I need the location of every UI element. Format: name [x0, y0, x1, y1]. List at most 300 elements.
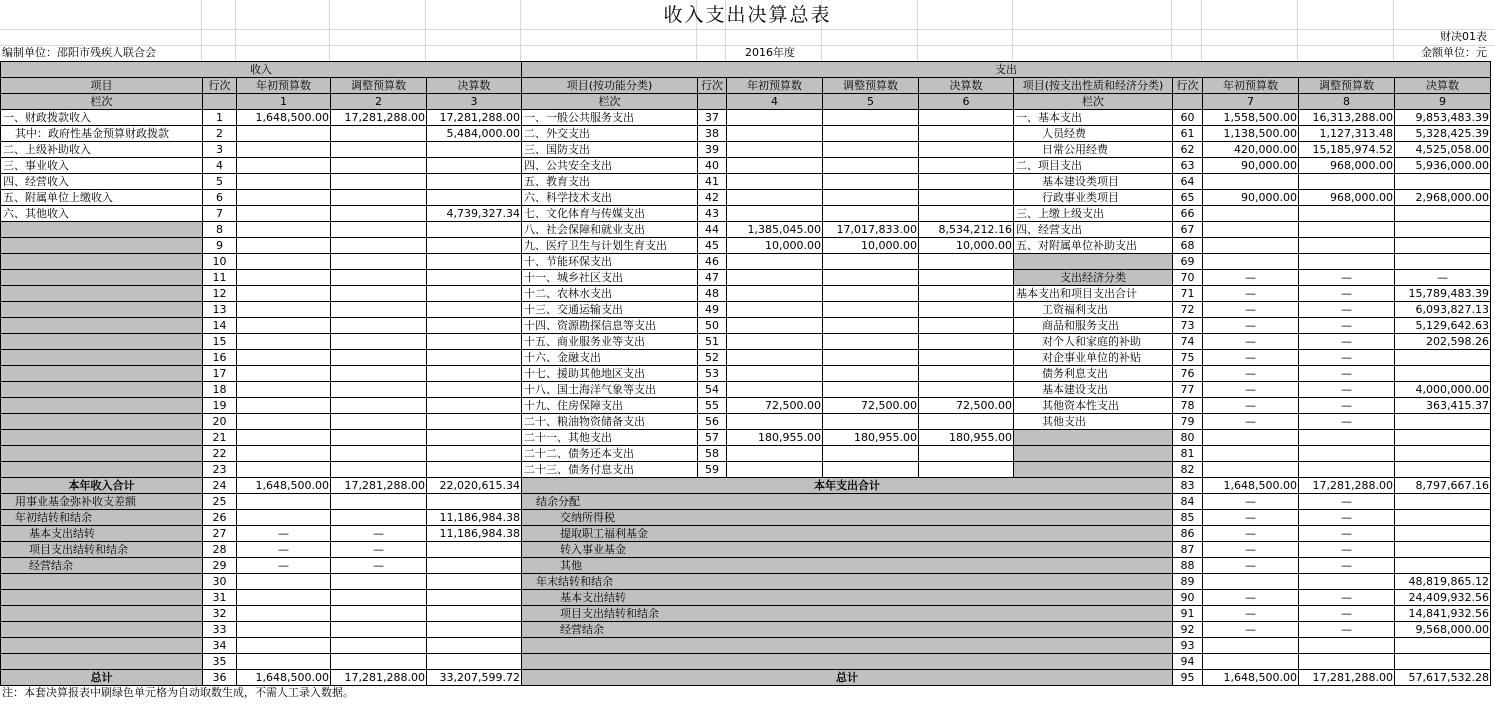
final-amount-cell [427, 302, 522, 318]
adjusted-budget-cell: 17,281,288.00 [1299, 478, 1395, 494]
initial-budget-cell: 10,000.00 [727, 238, 823, 254]
income-item: 二、上级补助收入 [1, 142, 203, 158]
table-row [1, 126, 1491, 142]
col-adjusted: 调整预算数 [331, 78, 427, 94]
row-number: 28 [203, 542, 237, 558]
balance-item: 提取职工福利基金 [522, 526, 1173, 542]
initial-budget-cell [237, 622, 331, 638]
row-number: 58 [698, 446, 727, 462]
final-amount-cell: 180,955.00 [919, 430, 1014, 446]
table-body [1, 62, 1491, 686]
grand-total-row [1, 670, 1491, 686]
final-amount-cell [919, 462, 1014, 478]
adjusted-budget-cell [331, 366, 427, 382]
income-item: 用事业基金弥补收支差额 [1, 494, 203, 510]
final-amount-cell [427, 606, 522, 622]
adjusted-budget-cell: — [331, 542, 427, 558]
table-row [1, 462, 1491, 478]
expense-func-item: 十二、农林水支出 [522, 286, 698, 302]
adjusted-budget-cell: 72,500.00 [823, 398, 919, 414]
col-final: 决算数 [1395, 78, 1491, 94]
col-rownum: 行次 [203, 78, 237, 94]
final-amount-cell: 57,617,532.28 [1395, 670, 1491, 686]
balance-item: 交纳所得税 [522, 510, 1173, 526]
balance-item [522, 654, 1173, 670]
initial-budget-cell [237, 446, 331, 462]
final-amount-cell [919, 334, 1014, 350]
expense-func-item: 五、教育支出 [522, 174, 698, 190]
row-number: 75 [1173, 350, 1203, 366]
table-row [1, 222, 1491, 238]
income-item: 年初结转和结余 [1, 510, 203, 526]
final-amount-cell [919, 286, 1014, 302]
final-amount-cell [919, 254, 1014, 270]
adjusted-budget-cell: — [331, 526, 427, 542]
row-number: 46 [698, 254, 727, 270]
expense-econ-item: 人员经费 [1014, 126, 1173, 142]
initial-budget-cell [727, 286, 823, 302]
initial-budget-cell: — [1203, 542, 1299, 558]
final-amount-cell [1395, 414, 1491, 430]
lanci-7: 7 [1203, 94, 1299, 110]
initial-budget-cell: 1,558,500.00 [1203, 110, 1299, 126]
adjusted-budget-cell [1299, 174, 1395, 190]
row-number: 15 [203, 334, 237, 350]
final-amount-cell [427, 350, 522, 366]
income-section-header: 收入 [1, 62, 522, 78]
col-adjusted: 调整预算数 [823, 78, 919, 94]
final-amount-cell [1395, 526, 1491, 542]
final-amount-cell: 4,000,000.00 [1395, 382, 1491, 398]
initial-budget-cell [237, 398, 331, 414]
lanci-5: 5 [823, 94, 919, 110]
initial-budget-cell: 1,385,045.00 [727, 222, 823, 238]
row-number: 49 [698, 302, 727, 318]
adjusted-budget-cell [823, 126, 919, 142]
row-number: 79 [1173, 414, 1203, 430]
row-number: 22 [203, 446, 237, 462]
adjusted-budget-cell [1299, 254, 1395, 270]
adjusted-budget-cell: — [1299, 526, 1395, 542]
expense-func-item: 三、国防支出 [522, 142, 698, 158]
currency-unit: 金额单位：元 [1421, 46, 1487, 59]
final-amount-cell [427, 638, 522, 654]
income-item [1, 270, 203, 286]
adjusted-budget-cell [823, 350, 919, 366]
row-number: 72 [1173, 302, 1203, 318]
initial-budget-cell [1203, 638, 1299, 654]
income-item: 五、附属单位上缴收入 [1, 190, 203, 206]
table-row [1, 350, 1491, 366]
final-amount-cell [427, 334, 522, 350]
final-amount-cell: 14,841,932.56 [1395, 606, 1491, 622]
expense-econ-item: 四、经营支出 [1014, 222, 1173, 238]
final-amount-cell: 5,936,000.00 [1395, 158, 1491, 174]
row-number: 52 [698, 350, 727, 366]
adjusted-budget-cell [331, 126, 427, 142]
initial-budget-cell [237, 238, 331, 254]
table-row [1, 542, 1491, 558]
income-item: 项目支出结转和结余 [1, 542, 203, 558]
row-number: 84 [1173, 494, 1203, 510]
final-amount-cell [919, 382, 1014, 398]
table-row [1, 206, 1491, 222]
row-number: 37 [698, 110, 727, 126]
initial-budget-cell: — [237, 542, 331, 558]
final-amount-cell [427, 590, 522, 606]
adjusted-budget-cell [331, 174, 427, 190]
row-number: 38 [698, 126, 727, 142]
col-final: 决算数 [919, 78, 1014, 94]
row-number: 20 [203, 414, 237, 430]
final-amount-cell [427, 142, 522, 158]
income-item [1, 286, 203, 302]
final-amount-cell [427, 542, 522, 558]
row-number: 12 [203, 286, 237, 302]
final-amount-cell [427, 222, 522, 238]
row-number: 82 [1173, 462, 1203, 478]
adjusted-budget-cell [331, 142, 427, 158]
year-total-row [1, 478, 1491, 494]
adjusted-budget-cell: 10,000.00 [823, 238, 919, 254]
adjusted-budget-cell [1299, 574, 1395, 590]
adjusted-budget-cell: — [1299, 382, 1395, 398]
expense-econ-item [1014, 430, 1173, 446]
adjusted-budget-cell [823, 302, 919, 318]
row-number: 3 [203, 142, 237, 158]
adjusted-budget-cell [331, 590, 427, 606]
income-item: 六、其他收入 [1, 206, 203, 222]
initial-budget-cell [1203, 654, 1299, 670]
initial-budget-cell: 90,000.00 [1203, 158, 1299, 174]
income-item [1, 574, 203, 590]
table-row [1, 414, 1491, 430]
final-amount-cell: 15,789,483.39 [1395, 286, 1491, 302]
initial-budget-cell [727, 414, 823, 430]
final-amount-cell [427, 254, 522, 270]
expense-func-item: 十、节能环保支出 [522, 254, 698, 270]
row-number: 55 [698, 398, 727, 414]
table-row [1, 366, 1491, 382]
final-amount-cell [919, 270, 1014, 286]
initial-budget-cell [237, 654, 331, 670]
adjusted-budget-cell [331, 270, 427, 286]
initial-budget-cell: — [1203, 286, 1299, 302]
final-amount-cell: 9,853,483.39 [1395, 110, 1491, 126]
income-item [1, 414, 203, 430]
final-amount-cell [427, 446, 522, 462]
row-number: 88 [1173, 558, 1203, 574]
col-initial: 年初预算数 [237, 78, 331, 94]
initial-budget-cell [727, 270, 823, 286]
adjusted-budget-cell [1299, 462, 1395, 478]
final-amount-cell: 4,525,058.00 [1395, 142, 1491, 158]
adjusted-budget-cell [331, 654, 427, 670]
balance-item: 经营结余 [522, 622, 1173, 638]
adjusted-budget-cell [331, 446, 427, 462]
row-number: 7 [203, 206, 237, 222]
final-amount-cell [427, 286, 522, 302]
initial-budget-cell [727, 190, 823, 206]
adjusted-budget-cell [331, 158, 427, 174]
col-item-func: 项目(按功能分类) [522, 78, 698, 94]
expense-econ-item: 基本支出和项目支出合计 [1014, 286, 1173, 302]
col-initial: 年初预算数 [727, 78, 823, 94]
initial-budget-cell [1203, 206, 1299, 222]
initial-budget-cell [727, 206, 823, 222]
adjusted-budget-cell: — [1299, 606, 1395, 622]
adjusted-budget-cell: — [1299, 414, 1395, 430]
expense-func-item: 十七、援助其他地区支出 [522, 366, 698, 382]
row-number: 81 [1173, 446, 1203, 462]
final-amount-cell [919, 110, 1014, 126]
table-row [1, 174, 1491, 190]
adjusted-budget-cell [331, 462, 427, 478]
final-amount-cell [427, 574, 522, 590]
row-number: 35 [203, 654, 237, 670]
row-number: 62 [1173, 142, 1203, 158]
final-amount-cell: 33,207,599.72 [427, 670, 522, 686]
table-row [1, 382, 1491, 398]
initial-budget-cell [727, 126, 823, 142]
adjusted-budget-cell [331, 622, 427, 638]
row-number: 77 [1173, 382, 1203, 398]
adjusted-budget-cell [823, 206, 919, 222]
final-amount-cell: 72,500.00 [919, 398, 1014, 414]
adjusted-budget-cell: 180,955.00 [823, 430, 919, 446]
initial-budget-cell [237, 190, 331, 206]
final-amount-cell [1395, 654, 1491, 670]
col-rownum: 行次 [1173, 78, 1203, 94]
initial-budget-cell [237, 638, 331, 654]
final-amount-cell [1395, 174, 1491, 190]
final-amount-cell [1395, 510, 1491, 526]
lanci-blank [203, 94, 237, 110]
initial-budget-cell [237, 270, 331, 286]
row-number: 69 [1173, 254, 1203, 270]
income-item [1, 334, 203, 350]
initial-budget-cell [237, 350, 331, 366]
income-total-label: 本年收入合计 [1, 478, 203, 494]
adjusted-budget-cell [823, 366, 919, 382]
adjusted-budget-cell: 968,000.00 [1299, 158, 1395, 174]
adjusted-budget-cell: 17,281,288.00 [331, 670, 427, 686]
final-amount-cell: 8,534,212.16 [919, 222, 1014, 238]
row-number: 16 [203, 350, 237, 366]
lanci-3: 3 [427, 94, 522, 110]
expense-econ-item: 五、对附属单位补助支出 [1014, 238, 1173, 254]
row-number: 34 [203, 638, 237, 654]
initial-budget-cell [727, 334, 823, 350]
initial-budget-cell: — [1203, 494, 1299, 510]
table-row [1, 110, 1491, 126]
final-amount-cell [919, 142, 1014, 158]
income-item: 一、财政拨款收入 [1, 110, 203, 126]
adjusted-budget-cell [331, 638, 427, 654]
final-amount-cell [1395, 446, 1491, 462]
row-number: 19 [203, 398, 237, 414]
initial-budget-cell: — [1203, 606, 1299, 622]
lanci-label: 栏次 [1014, 94, 1173, 110]
expense-total-label: 总计 [522, 670, 1173, 686]
table-row [1, 238, 1491, 254]
table-row [1, 526, 1491, 542]
initial-budget-cell [727, 174, 823, 190]
income-item [1, 462, 203, 478]
balance-item: 转入事业基金 [522, 542, 1173, 558]
final-amount-cell [1395, 366, 1491, 382]
initial-budget-cell: — [1203, 382, 1299, 398]
adjusted-budget-cell: — [1299, 286, 1395, 302]
initial-budget-cell [237, 222, 331, 238]
balance-item: 结余分配 [522, 494, 1173, 510]
adjusted-budget-cell [823, 414, 919, 430]
initial-budget-cell: 1,648,500.00 [237, 670, 331, 686]
initial-budget-cell: — [1203, 366, 1299, 382]
lanci-blank [1173, 94, 1203, 110]
row-number: 60 [1173, 110, 1203, 126]
expense-func-item: 二十一、其他支出 [522, 430, 698, 446]
balance-item: 年末结转和结余 [522, 574, 1173, 590]
row-number: 90 [1173, 590, 1203, 606]
row-number: 94 [1173, 654, 1203, 670]
header-row-lanci [1, 94, 1491, 110]
income-item: 三、事业收入 [1, 158, 203, 174]
adjusted-budget-cell: — [1299, 318, 1395, 334]
row-number: 43 [698, 206, 727, 222]
lanci-6: 6 [919, 94, 1014, 110]
row-number: 65 [1173, 190, 1203, 206]
adjusted-budget-cell [823, 334, 919, 350]
initial-budget-cell: — [1203, 558, 1299, 574]
expense-func-item: 八、社会保障和就业支出 [522, 222, 698, 238]
adjusted-budget-cell [331, 190, 427, 206]
expense-func-item: 十五、商业服务业等支出 [522, 334, 698, 350]
initial-budget-cell [237, 174, 331, 190]
final-amount-cell [427, 270, 522, 286]
initial-budget-cell [237, 286, 331, 302]
initial-budget-cell: — [1203, 510, 1299, 526]
initial-budget-cell [237, 574, 331, 590]
adjusted-budget-cell [331, 350, 427, 366]
final-amount-cell: 9,568,000.00 [1395, 622, 1491, 638]
row-number: 71 [1173, 286, 1203, 302]
col-item-econ: 项目(按支出性质和经济分类) [1014, 78, 1173, 94]
initial-budget-cell [237, 430, 331, 446]
expense-econ-item: 对企事业单位的补贴 [1014, 350, 1173, 366]
final-amount-cell: 10,000.00 [919, 238, 1014, 254]
row-number: 85 [1173, 510, 1203, 526]
adjusted-budget-cell: — [1299, 366, 1395, 382]
expense-func-item: 十一、城乡社区支出 [522, 270, 698, 286]
final-amount-cell [919, 318, 1014, 334]
adjusted-budget-cell [823, 158, 919, 174]
expense-func-item: 二十三、债务付息支出 [522, 462, 698, 478]
expense-econ-item: 其他支出 [1014, 414, 1173, 430]
final-amount-cell [1395, 462, 1491, 478]
expense-func-item: 四、公共安全支出 [522, 158, 698, 174]
final-amount-cell [919, 158, 1014, 174]
final-amount-cell: 2,968,000.00 [1395, 190, 1491, 206]
row-number: 18 [203, 382, 237, 398]
adjusted-budget-cell: — [1299, 558, 1395, 574]
initial-budget-cell [237, 318, 331, 334]
table-row [1, 654, 1491, 670]
adjusted-budget-cell [823, 382, 919, 398]
adjusted-budget-cell [1299, 654, 1395, 670]
initial-budget-cell: — [1203, 590, 1299, 606]
adjusted-budget-cell: — [1299, 350, 1395, 366]
income-item [1, 238, 203, 254]
income-item: 四、经营收入 [1, 174, 203, 190]
row-number: 40 [698, 158, 727, 174]
final-amount-cell: 202,598.26 [1395, 334, 1491, 350]
header-row-section [1, 62, 1491, 78]
expense-func-item: 十八、国土海洋气象等支出 [522, 382, 698, 398]
final-amount-cell [427, 414, 522, 430]
adjusted-budget-cell: 1,127,313.48 [1299, 126, 1395, 142]
final-amount-cell [427, 318, 522, 334]
initial-budget-cell: — [1203, 414, 1299, 430]
row-number: 24 [203, 478, 237, 494]
adjusted-budget-cell: 17,281,288.00 [1299, 670, 1395, 686]
initial-budget-cell: 90,000.00 [1203, 190, 1299, 206]
final-amount-cell [1395, 430, 1491, 446]
initial-budget-cell [1203, 238, 1299, 254]
row-number: 17 [203, 366, 237, 382]
adjusted-budget-cell: — [1299, 494, 1395, 510]
adjusted-budget-cell [331, 494, 427, 510]
initial-budget-cell [237, 382, 331, 398]
col-adjusted: 调整预算数 [1299, 78, 1395, 94]
initial-budget-cell [237, 590, 331, 606]
final-amount-cell [919, 446, 1014, 462]
final-amount-cell [1395, 238, 1491, 254]
final-amount-cell [427, 494, 522, 510]
adjusted-budget-cell [331, 302, 427, 318]
row-number: 30 [203, 574, 237, 590]
adjusted-budget-cell [331, 254, 427, 270]
row-number: 36 [203, 670, 237, 686]
income-item [1, 382, 203, 398]
lanci-8: 8 [1299, 94, 1395, 110]
adjusted-budget-cell: — [1299, 302, 1395, 318]
row-number: 11 [203, 270, 237, 286]
expense-econ-item: 日常公用经费 [1014, 142, 1173, 158]
expense-func-item: 十四、资源勘探信息等支出 [522, 318, 698, 334]
table-row [1, 190, 1491, 206]
organization: 编制单位：邵阳市残疾人联合会 [2, 46, 156, 59]
adjusted-budget-cell [331, 574, 427, 590]
final-amount-cell [427, 382, 522, 398]
row-number: 10 [203, 254, 237, 270]
final-amount-cell [919, 302, 1014, 318]
adjusted-budget-cell [1299, 238, 1395, 254]
row-number: 8 [203, 222, 237, 238]
expense-econ-item: 三、上缴上级支出 [1014, 206, 1173, 222]
row-number: 32 [203, 606, 237, 622]
row-number: 4 [203, 158, 237, 174]
table-row [1, 590, 1491, 606]
final-amount-cell [1395, 350, 1491, 366]
adjusted-budget-cell [331, 606, 427, 622]
final-amount-cell [1395, 206, 1491, 222]
table-row [1, 446, 1491, 462]
income-item [1, 622, 203, 638]
row-number: 61 [1173, 126, 1203, 142]
initial-budget-cell [727, 142, 823, 158]
expense-econ-item: 商品和服务支出 [1014, 318, 1173, 334]
